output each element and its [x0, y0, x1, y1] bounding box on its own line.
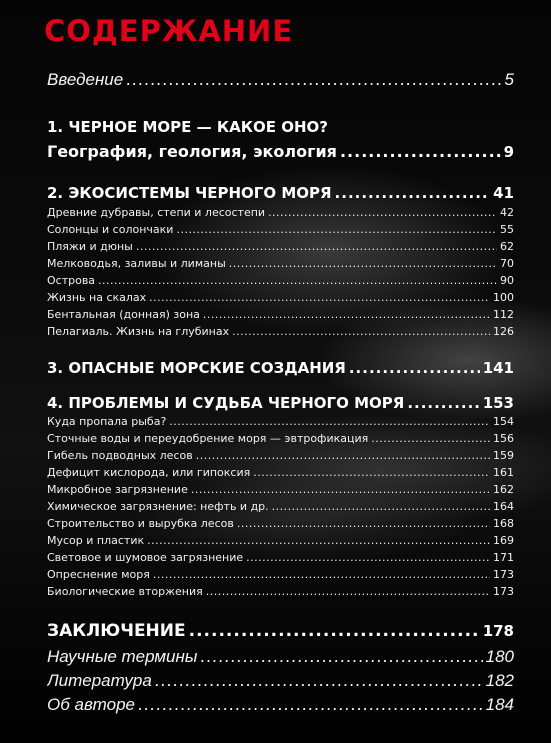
leader-dots [237, 517, 490, 531]
list-item[interactable] [47, 291, 514, 305]
leader-dots [253, 466, 490, 480]
leader-dots [229, 257, 497, 271]
toc-entry-intro[interactable] [47, 70, 514, 90]
leader-dots [153, 568, 490, 582]
toc-entry-label: 3. ОПАСНЫЕ МОРСКИЕ СОЗДАНИЯ [47, 359, 346, 377]
toc-entry-label: Сточные воды и переудобрение моря — эвтрофикация [47, 432, 369, 445]
toc-entry-page: 161 [493, 466, 514, 479]
toc-entry-label: Микробное загрязнение [47, 483, 188, 496]
leader-dots [191, 483, 490, 497]
leader-dots [272, 500, 490, 514]
list-item[interactable] [47, 551, 514, 565]
toc-entry-label: Световое и шумовое загрязнение [47, 551, 244, 564]
toc-entry-page: 182 [485, 671, 514, 690]
list-item[interactable] [47, 500, 514, 514]
leader-dots [155, 671, 483, 691]
leader-dots [138, 695, 483, 715]
toc-entry-label: Гибель подводных лесов [47, 449, 193, 462]
toc-entry-page: 154 [493, 415, 514, 428]
toc-entry-page: 126 [493, 325, 514, 338]
list-item[interactable] [47, 308, 514, 322]
toc-entry-label: Научные термины [47, 647, 198, 666]
toc-entry-label: Дефицит кислорода, или гипоксия [47, 466, 251, 479]
leader-dots [149, 291, 490, 305]
toc-entry-page: 55 [500, 223, 514, 236]
list-item[interactable] [47, 432, 514, 446]
list-item[interactable] [47, 257, 514, 271]
toc-entry-page: 9 [503, 143, 514, 161]
toc-entry-page: 156 [493, 432, 514, 445]
toc-entry-label: Солонцы и солончаки [47, 223, 174, 236]
toc-entry-page: 184 [485, 695, 514, 714]
leader-dots [126, 70, 501, 90]
toc-entry-label: География, геология, экология [47, 143, 337, 161]
toc-entry-page: 173 [493, 568, 514, 581]
toc-entry-page: 70 [500, 257, 514, 270]
list-item[interactable] [47, 585, 514, 599]
leader-dots [349, 359, 480, 377]
toc-entry-label: Жизнь на скалах [47, 291, 147, 304]
toc-entry-page: 169 [493, 534, 514, 547]
list-item[interactable] [47, 517, 514, 531]
toc-entry-page: 178 [482, 622, 514, 640]
toc-entry-page: 162 [493, 483, 514, 496]
leader-dots [176, 223, 497, 237]
list-item[interactable] [47, 206, 514, 220]
leader-dots [340, 143, 501, 161]
toc-entry-page: 62 [500, 240, 514, 253]
leader-dots [136, 240, 497, 254]
leader-dots [268, 206, 497, 220]
toc-entry-page: 100 [493, 291, 514, 304]
page-title: СОДЕРЖАНИЕ [44, 14, 294, 48]
toc-entry-page: 159 [493, 449, 514, 462]
toc-entry-label: Химическое загрязнение: нефть и др. [47, 500, 269, 513]
leader-dots [189, 622, 480, 640]
toc-entry-page: 173 [493, 585, 514, 598]
list-item[interactable] [47, 415, 514, 429]
toc-entry-chapter-1[interactable] [47, 143, 514, 161]
toc-entry-page: 90 [500, 274, 514, 287]
toc-entry-label: Биологические вторжения [47, 585, 203, 598]
toc-entry-page: 171 [493, 551, 514, 564]
toc-entry-label: 2. ЭКОСИСТЕМЫ ЧЕРНОГО МОРЯ [47, 184, 332, 202]
toc-entry-chapter-2[interactable] [47, 184, 514, 202]
list-item[interactable] [47, 449, 514, 463]
leader-dots [407, 394, 479, 412]
toc-entry-label: Куда пропала рыба? [47, 415, 167, 428]
toc-entry-chapter-3[interactable] [47, 359, 514, 377]
toc-entry-author[interactable] [47, 695, 514, 715]
leader-dots [206, 585, 490, 599]
leader-dots [200, 647, 482, 667]
leader-dots [98, 274, 497, 288]
leader-dots [246, 551, 490, 565]
toc-entry-label: Опреснение моря [47, 568, 150, 581]
toc-entry-page: 41 [493, 184, 514, 202]
toc-entry-page: 164 [493, 500, 514, 513]
toc-entry-chapter-4[interactable] [47, 394, 514, 412]
toc-entry-label: Мелководья, заливы и лиманы [47, 257, 226, 270]
list-item[interactable] [47, 223, 514, 237]
toc-entry-page: 180 [485, 647, 514, 666]
leader-dots [232, 325, 490, 339]
toc-entry-label: 4. ПРОБЛЕМЫ И СУДЬБА ЧЕРНОГО МОРЯ [47, 394, 405, 412]
toc-entry-label: Литература [47, 671, 152, 690]
toc-entry-page: 153 [482, 394, 514, 412]
toc-entry-page: 42 [500, 206, 514, 219]
list-item[interactable] [47, 534, 514, 548]
leader-dots [196, 449, 490, 463]
leader-dots [335, 184, 491, 202]
leader-dots [371, 432, 490, 446]
leader-dots [169, 415, 490, 429]
toc-entry-page: 168 [493, 517, 514, 530]
toc-entry-label: Древние дубравы, степи и лесостепи [47, 206, 266, 219]
toc-entry-conclusion[interactable] [47, 622, 514, 640]
toc-entry-label: Острова [47, 274, 96, 287]
toc-entry-terms[interactable] [47, 647, 514, 667]
leader-dots [203, 308, 490, 322]
list-item[interactable] [47, 568, 514, 582]
chapter-1-heading[interactable]: 1. ЧЕРНОЕ МОРЕ — КАКОЕ ОНО? [47, 118, 328, 136]
toc-entry-label: Пляжи и дюны [47, 240, 133, 253]
list-item[interactable] [47, 274, 514, 288]
toc-entry-label: Об авторе [47, 695, 135, 714]
toc-entry-page: 141 [482, 359, 514, 377]
toc-entry-label: Бентальная (донная) зона [47, 308, 200, 321]
list-item[interactable] [47, 325, 514, 339]
toc-entry-label: ЗАКЛЮЧЕНИЕ [47, 622, 186, 640]
list-item[interactable] [47, 240, 514, 254]
toc-entry-page: 5 [504, 70, 514, 89]
toc-entry-label: Мусор и пластик [47, 534, 145, 547]
toc-entry-label: Введение [47, 70, 124, 89]
leader-dots [147, 534, 490, 548]
list-item[interactable] [47, 466, 514, 480]
toc-entry-label: Строительство и вырубка лесов [47, 517, 234, 530]
toc-entry-page: 112 [493, 308, 514, 321]
toc-entry-label: Пелагиаль. Жизнь на глубинах [47, 325, 230, 338]
list-item[interactable] [47, 483, 514, 497]
toc-entry-literature[interactable] [47, 671, 514, 691]
